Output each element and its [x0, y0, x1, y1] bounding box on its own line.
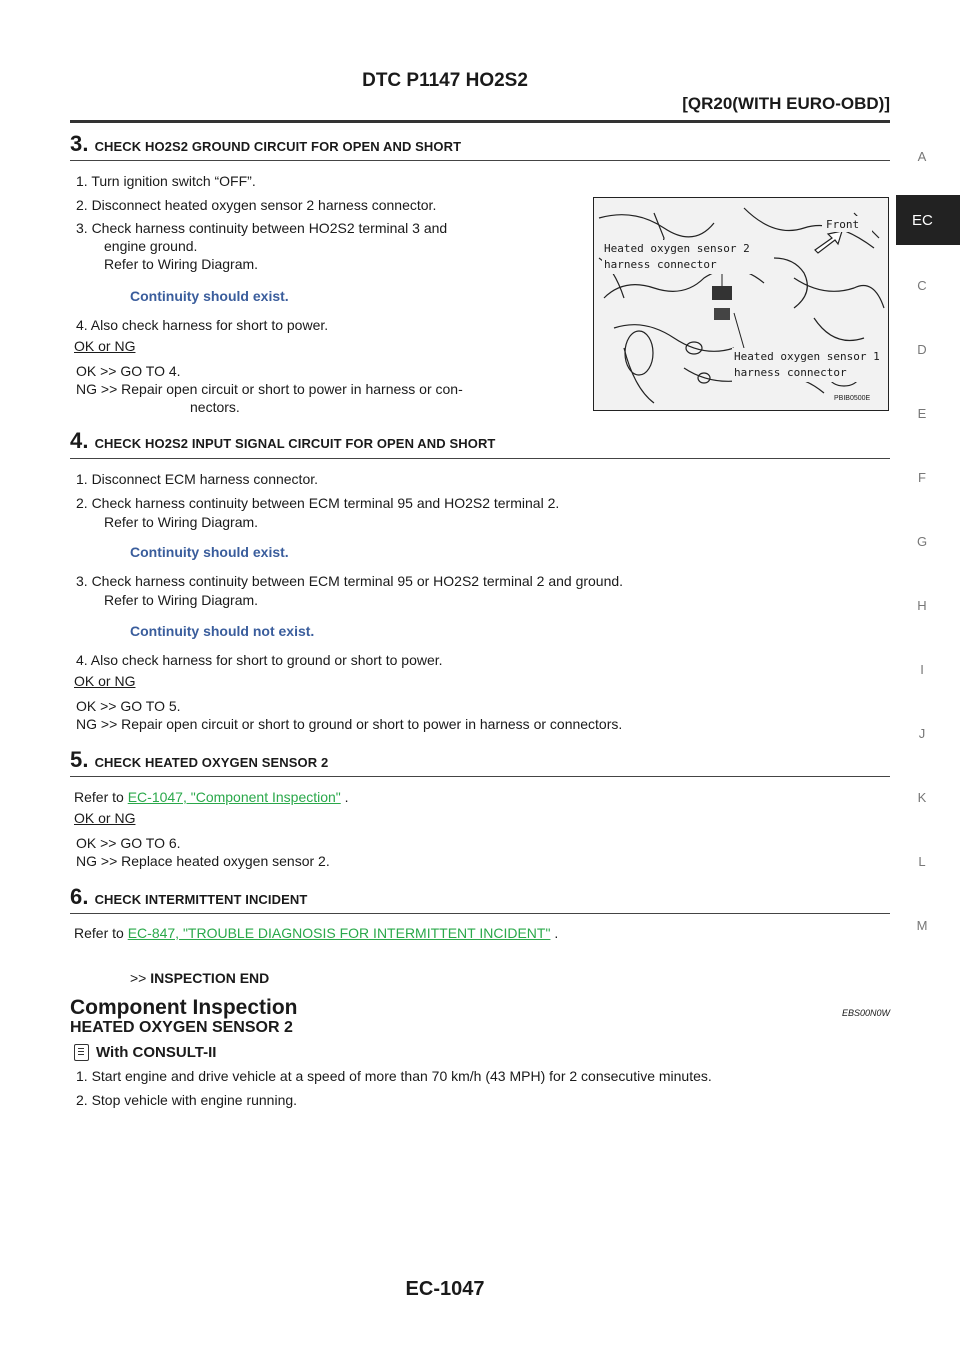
component-subtitle: HEATED OXYGEN SENSOR 2 [70, 1019, 293, 1036]
page-title: DTC P1147 HO2S2 [362, 70, 528, 91]
step6-heading-text: CHECK INTERMITTENT INCIDENT [94, 892, 308, 907]
consult-text: With CONSULT-II [96, 1044, 217, 1061]
sidebar-letter-m[interactable]: M [916, 918, 928, 933]
step4-line-3: 3. Check harness continuity between ECM terminal 95 or HO2S2 terminal 2 and ground. [76, 573, 624, 589]
step4-heading-text: CHECK HO2S2 INPUT SIGNAL CIRCUIT FOR OPEN AND SHORT [94, 436, 496, 451]
figure-code: PBIB0500E [834, 395, 871, 402]
step6-number: 6. [70, 884, 89, 909]
step3-number: 3. [70, 131, 89, 156]
inspection-end-text: INSPECTION END [150, 970, 270, 986]
step5-refer-label: Refer to [74, 789, 124, 805]
step6-refer-label: Refer to [74, 925, 124, 941]
step3-line-3c: Refer to Wiring Diagram. [104, 256, 259, 272]
step3-line-2: 2. Disconnect heated oxygen sensor 2 harness connector. [76, 197, 437, 213]
step3-line-3b: engine ground. [104, 238, 198, 254]
page-subtitle: [QR20(WITH EURO-OBD)] [682, 94, 890, 113]
step5-ok: OK >> GO TO 6. [76, 835, 181, 851]
step4-line-4: 4. Also check harness for short to ground or short to power. [76, 652, 443, 668]
step4-note-2: Continuity should not exist. [130, 623, 315, 639]
step3-heading [70, 131, 461, 157]
sidebar-letter-j[interactable]: J [918, 726, 926, 741]
sidebar-letter-k[interactable]: K [917, 790, 927, 805]
figure-label-sensor1: Heated oxygen sensor 1 [734, 350, 880, 363]
figure-label-sensor1-connector: harness connector [734, 366, 847, 379]
component-inspection-code: EBS00N0W [841, 1008, 890, 1018]
consult-icon [74, 1044, 89, 1061]
intermittent-incident-link[interactable]: EC-847, "TROUBLE DIAGNOSIS FOR INTERMITTENT INCIDENT" [127, 925, 551, 941]
figure-label-sensor2: Heated oxygen sensor 2 [604, 242, 750, 255]
page-number: EC-1047 [405, 1278, 485, 1300]
step5-refer-end: . [344, 789, 349, 805]
step5-ng: NG >> Replace heated oxygen sensor 2. [76, 853, 330, 869]
step3-line-4: 4. Also check harness for short to power. [76, 317, 329, 333]
figure-sensor-location [593, 197, 889, 411]
step3-line-1: 1. Turn ignition switch “OFF”. [76, 173, 256, 189]
step4-line-2: 2. Check harness continuity between ECM terminal 95 and HO2S2 terminal 2. [76, 495, 560, 511]
sidebar-letter-e[interactable]: E [917, 406, 927, 421]
inspection-end-arrow: >> [130, 970, 147, 986]
step5-number: 5. [70, 747, 89, 772]
step5-rule [70, 776, 890, 777]
step6-refer [74, 925, 558, 941]
step4-heading [70, 428, 495, 454]
step5-okng: OK or NG [74, 810, 136, 826]
component-line-1: 1. Start engine and drive vehicle at a speed of more than 70 km/h (43 MPH) for 2 consecutive minutes. [76, 1068, 712, 1084]
consult-heading [74, 1044, 216, 1061]
step5-heading [70, 747, 328, 773]
component-line-2: 2. Stop vehicle with engine running. [76, 1092, 298, 1108]
sidebar-tab-ec[interactable]: EC [896, 195, 960, 245]
step3-heading-text: CHECK HO2S2 GROUND CIRCUIT FOR OPEN AND SHORT [94, 139, 462, 154]
sidebar-letter-f[interactable]: F [918, 470, 926, 485]
step4-number: 4. [70, 428, 89, 453]
step3-ok: OK >> GO TO 4. [76, 363, 181, 379]
step3-okng: OK or NG [74, 338, 136, 354]
step4-ok: OK >> GO TO 5. [76, 698, 181, 714]
step5-heading-text: CHECK HEATED OXYGEN SENSOR 2 [94, 755, 329, 770]
component-inspection-link[interactable]: EC-1047, "Component Inspection" [127, 789, 341, 805]
sidebar-letter-c[interactable]: C [917, 278, 927, 293]
sidebar-letter-h[interactable]: H [917, 598, 927, 613]
step3-ng: NG >> Repair open circuit or short to power in harness or con- [76, 381, 463, 397]
sidebar-letter-g[interactable]: G [916, 534, 928, 549]
step4-rule [70, 458, 890, 459]
step3-ng-cont: nectors. [190, 399, 240, 415]
figure-label-sensor2-connector: harness connector [604, 258, 717, 271]
step4-ng: NG >> Repair open circuit or short to ground or short to power in harness or connectors. [76, 716, 623, 732]
step6-refer-end: . [554, 925, 559, 941]
sidebar-letter-d[interactable]: D [917, 342, 927, 357]
sidebar-letter-i[interactable]: I [920, 662, 924, 677]
step3-rule [70, 160, 890, 161]
step4-okng: OK or NG [74, 673, 136, 689]
step3-note: Continuity should exist. [130, 288, 289, 304]
step4-line-1: 1. Disconnect ECM harness connector. [76, 471, 319, 487]
step5-refer [74, 789, 349, 805]
step4-line-3b: Refer to Wiring Diagram. [104, 592, 259, 608]
header-rule [70, 120, 890, 123]
step4-line-2b: Refer to Wiring Diagram. [104, 514, 259, 530]
step6-rule [70, 913, 890, 914]
figure-label-front: Front [826, 218, 860, 231]
sidebar-letter-a[interactable]: A [917, 149, 927, 164]
component-inspection-title: Component Inspection [70, 996, 298, 1019]
step6-heading [70, 884, 307, 910]
sidebar-letter-l[interactable]: L [918, 854, 926, 869]
step4-note-1: Continuity should exist. [130, 544, 289, 560]
inspection-end [130, 970, 269, 986]
step3-line-3: 3. Check harness continuity between HO2S2 terminal 3 and [76, 220, 448, 236]
